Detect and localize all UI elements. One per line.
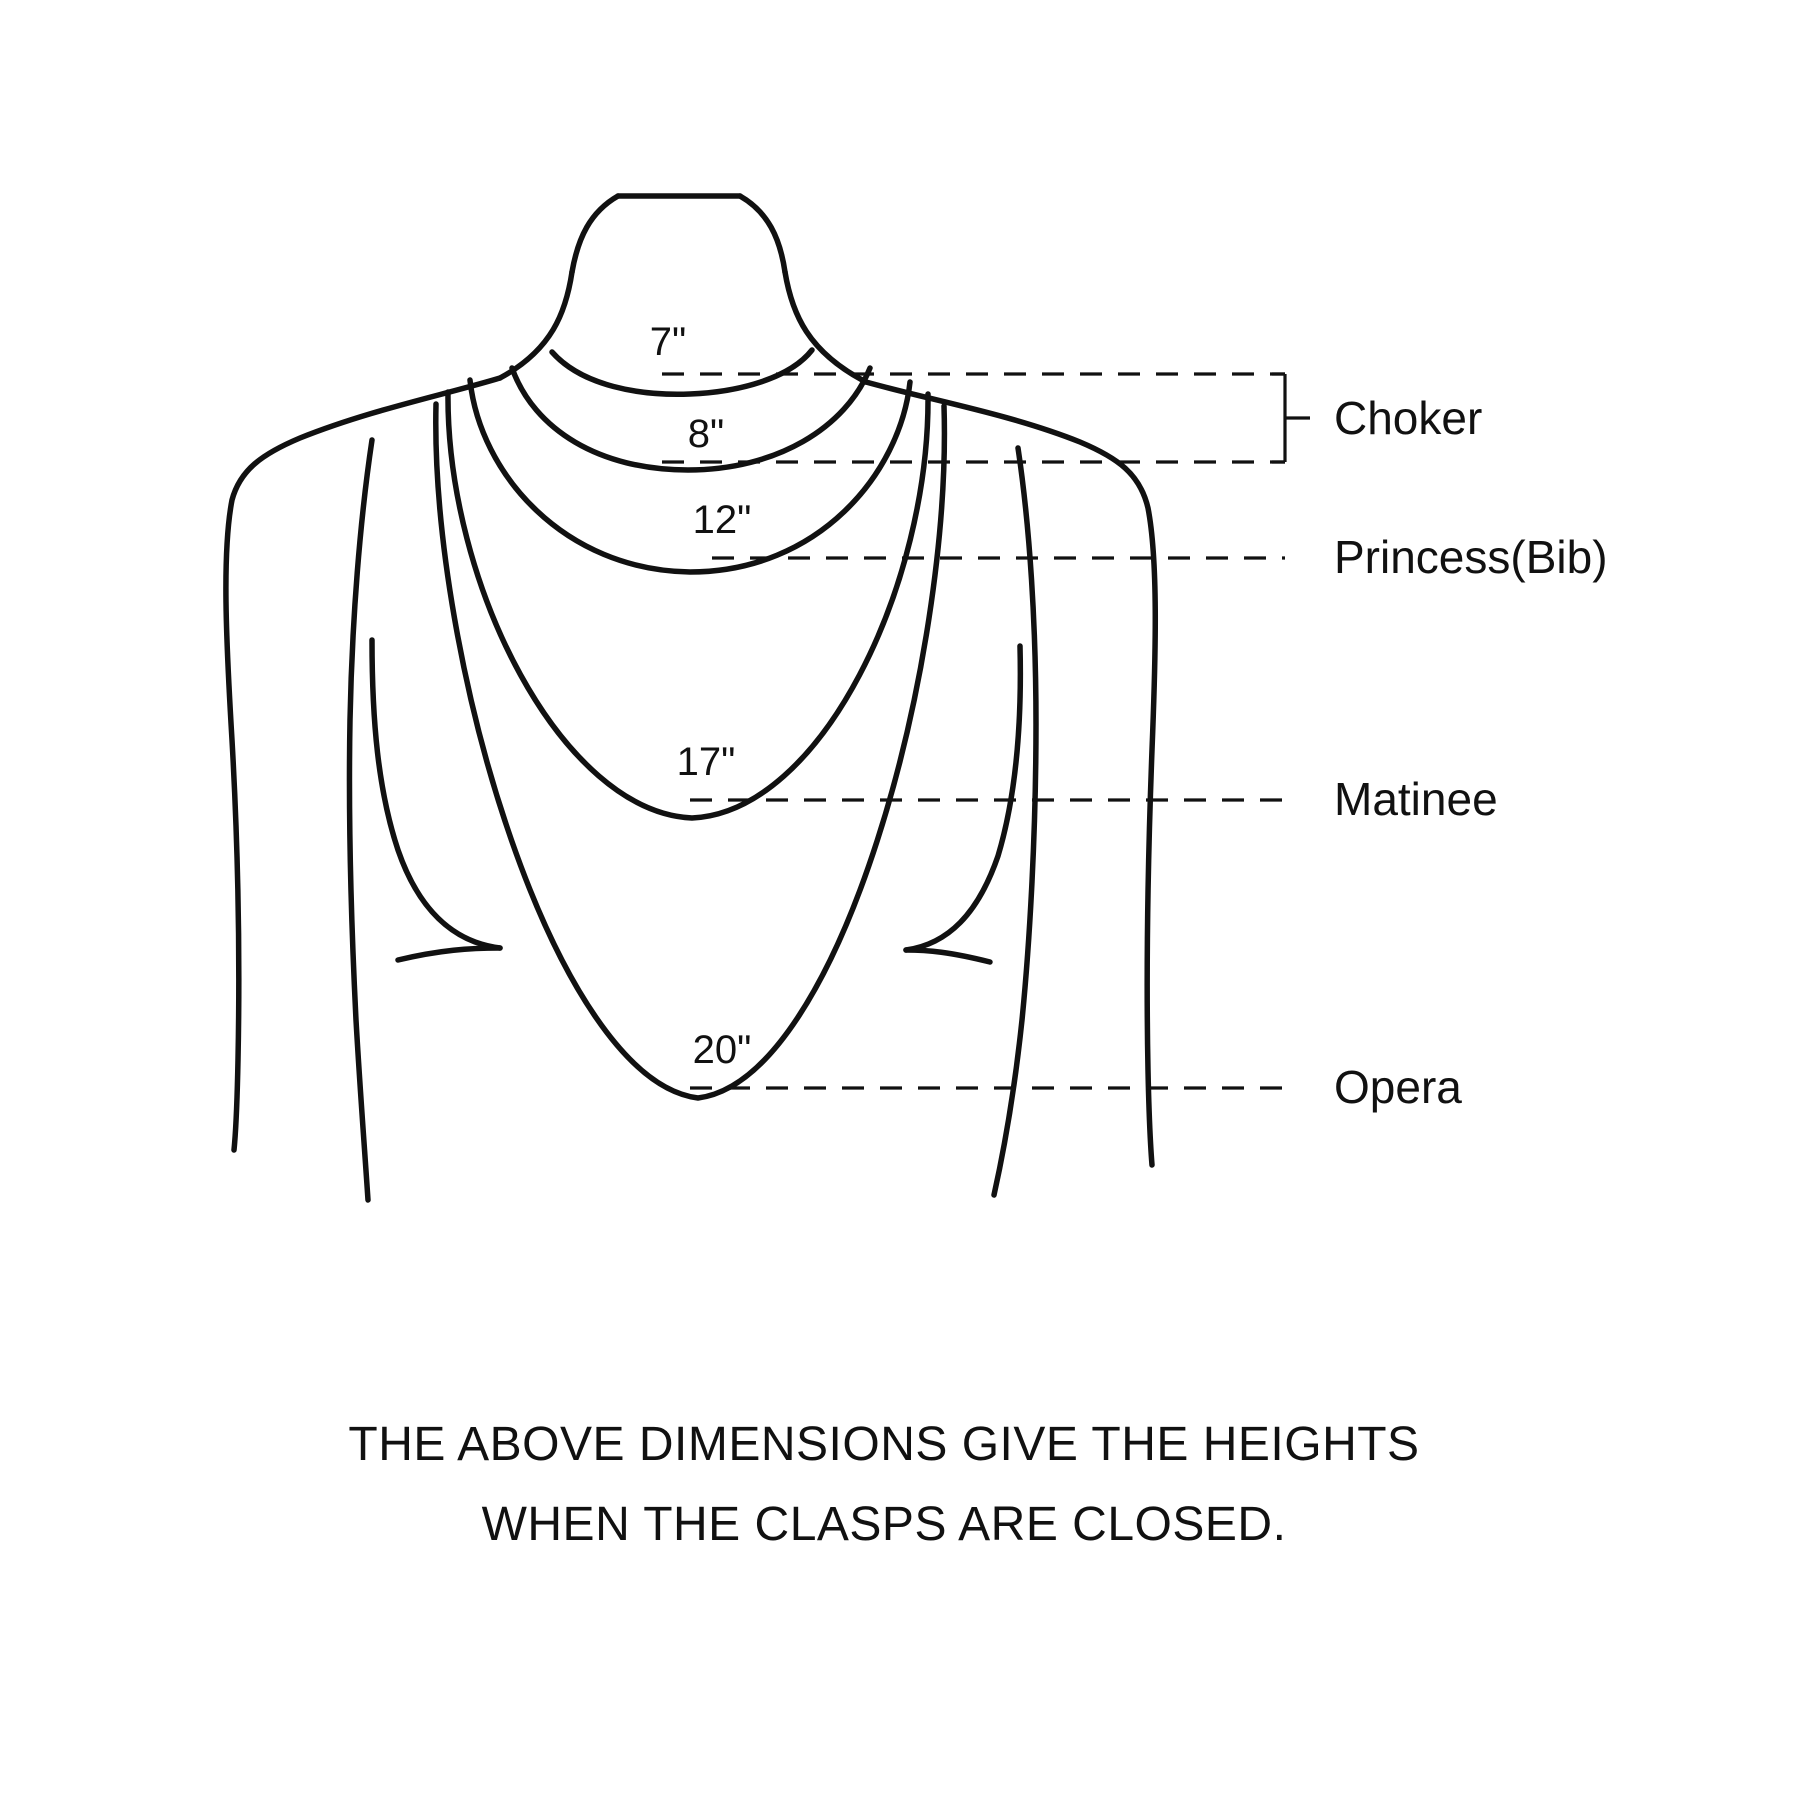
neck-top-left xyxy=(572,196,618,272)
right-bust-line xyxy=(906,646,1020,950)
body-outline xyxy=(226,196,1155,1200)
dimension-12in: 12" xyxy=(692,498,752,542)
right-bust-underline xyxy=(906,950,990,962)
caption-line-2: WHEN THE CLASPS ARE CLOSED. xyxy=(481,1498,1287,1551)
dimension-8in: 8" xyxy=(687,412,725,456)
left-bust-line xyxy=(372,640,500,948)
right-torso-side xyxy=(994,448,1036,1195)
label-opera: Opera xyxy=(1334,1061,1462,1113)
leader-lines xyxy=(662,374,1310,1088)
left-bust-underline xyxy=(398,948,500,960)
label-matinee: Matinee xyxy=(1334,773,1498,825)
dimension-17in: 17" xyxy=(676,740,736,784)
neck-top-right xyxy=(740,196,785,272)
dimension-20in: 20" xyxy=(692,1028,752,1072)
dimension-7in: 7" xyxy=(649,320,687,364)
left-torso-side xyxy=(349,440,372,1200)
label-choker: Choker xyxy=(1334,392,1483,444)
right-arm-outer xyxy=(866,382,1155,1165)
label-princess-bib: Princess(Bib) xyxy=(1334,531,1608,583)
caption-line-1: THE ABOVE DIMENSIONS GIVE THE HEIGHTS xyxy=(348,1418,1420,1471)
